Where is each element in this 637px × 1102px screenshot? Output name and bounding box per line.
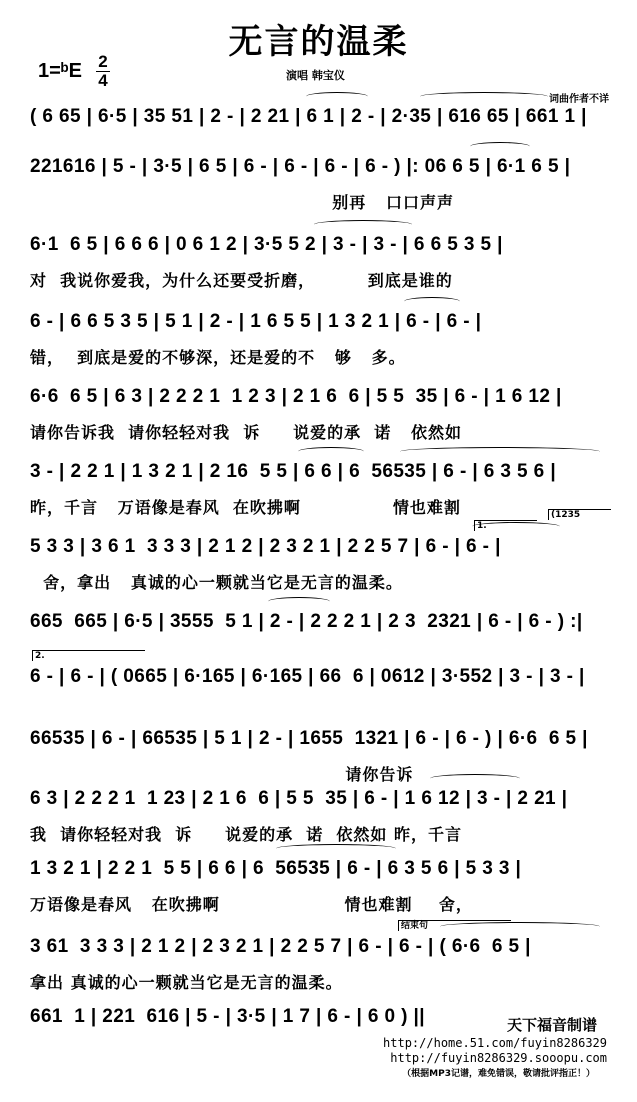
- lyrics-line: 昨，千言 万语像是春风 在吹拂啊 情也难割: [30, 498, 461, 517]
- footer-brand: 天下福音制谱: [506, 1016, 597, 1034]
- staff-row: [0, 150, 637, 216]
- lyrics-line: 舍，拿出 真诚的心一颗就当它是无言的温柔。: [30, 573, 403, 592]
- slur-mark: [314, 220, 412, 229]
- composer-credit: 词曲作者不详: [549, 94, 609, 105]
- slur-mark: [420, 92, 548, 101]
- notation-line: 1 3 2 1 | 2 2 1 5 5 | 6 6 | 6 56535 | 6 - | 6 3 5 6 | 5 3 3 |: [30, 858, 522, 879]
- lyrics-line: 错， 到底是爱的不够深，还是爱的不 够 多。: [30, 348, 406, 367]
- slur-mark: [400, 447, 600, 456]
- notation-line: 6 - | 6 6 5 3 5 | 5 1 | 2 - | 1 6 5 5 | 1 3 2 1 | 6 - | 6 - |: [30, 311, 482, 332]
- slur-mark: [430, 774, 520, 783]
- notation-line: 6·1 6 5 | 6 6 6 | 0 6 1 2 | 3·5 5 2 | 3 - | 3 - | 6 6 5 3 5 |: [30, 234, 503, 255]
- volta-second-ending: 2.: [32, 650, 145, 661]
- ending-marker: 结束句: [398, 920, 511, 931]
- slur-mark: [276, 844, 396, 853]
- staff-row: [0, 100, 637, 136]
- staff-row: [0, 722, 637, 788]
- volta-first-extra: (1235: [548, 509, 611, 520]
- staff-row: [0, 782, 637, 848]
- slur-mark: [298, 447, 364, 456]
- staff-row: [0, 605, 637, 641]
- notation-line: 3 - | 2 2 1 | 1 3 2 1 | 2 16 5 5 | 6 6 | 6 56535 | 6 - | 6 3 5 6 |: [30, 461, 557, 482]
- staff-row: [0, 455, 637, 521]
- slur-mark: [404, 297, 460, 306]
- lyrics-line: 拿出 真诚的心一颗就当它是无言的温柔。: [30, 973, 343, 992]
- notation-line: 221616 | 5 - | 3·5 | 6 5 | 6 - | 6 - | 6 - | 6 - ) |: 06 6 5 | 6·1 6 5 |: [30, 156, 571, 177]
- staff-row: [0, 852, 637, 918]
- time-signature-top: 2: [98, 52, 108, 71]
- key-signature: 1=ᵇE: [38, 60, 82, 82]
- volta-first-ending: 1.: [474, 520, 537, 531]
- time-signature: [96, 54, 110, 89]
- time-signature-bottom: 4: [98, 71, 108, 90]
- staff-row: [0, 530, 637, 596]
- lyrics-line: 我 请你轻轻对我 诉 说爱的承 诺 依然如 昨，千言: [30, 825, 462, 844]
- slur-mark: [268, 597, 330, 606]
- song-title: 无言的温柔: [228, 22, 409, 62]
- lyrics-line: 对 我说你爱我，为什么还要受折磨， 到底是谁的: [30, 271, 453, 290]
- notation-line: 3 61 3 3 3 | 2 1 2 | 2 3 2 1 | 2 2 5 7 | 6 - | 6 - | ( 6·6 6 5 |: [30, 936, 531, 957]
- lyrics-line: 请你告诉我 请你轻轻对我 诉 说爱的承 诺 依然如: [30, 423, 462, 442]
- footer-url-1: http://home.51.com/fuyin8286329: [383, 1036, 607, 1050]
- staff-row: [0, 660, 637, 696]
- lyrics-line: 万语像是春风 在吹拂啊 情也难割 舍，: [30, 895, 473, 914]
- notation-line: 661 1 | 221 616 | 5 - | 3·5 | 1 7 | 6 - | 6 0 ) ||: [30, 1006, 425, 1027]
- staff-row: [0, 380, 637, 446]
- notation-line: 665 665 | 6·5 | 3555 5 1 | 2 - | 2 2 2 1 | 2 3 2321 | 6 - | 6 - ) :|: [30, 611, 583, 632]
- notation-line: ( 6 65 | 6·5 | 35 51 | 2 - | 2 21 | 6 1 | 2 - | 2·35 | 616 65 | 661 1 |: [30, 106, 587, 127]
- notation-line: 6 - | 6 - | ( 0665 | 6·165 | 6·165 | 66 6 | 0612 | 3·552 | 3 - | 3 - |: [30, 666, 585, 687]
- staff-row: [0, 930, 637, 996]
- lyrics-line: 别再 口口声声: [30, 193, 454, 212]
- lyrics-line: 请你告诉: [30, 765, 414, 784]
- footer-url-2: http://fuyin8286329.sooopu.com: [390, 1051, 607, 1065]
- singer-credit: 演唱 韩宝仪: [286, 69, 345, 82]
- staff-row: [0, 228, 637, 294]
- notation-line: 6·6 6 5 | 6 3 | 2 2 2 1 1 2 3 | 2 1 6 6 | 5 5 35 | 6 - | 1 6 12 |: [30, 386, 562, 407]
- footer-note: （根据MP3记谱，难免错误，敬请批评指正！）: [402, 1069, 595, 1079]
- slur-mark: [306, 92, 368, 101]
- notation-line: 5 3 3 | 3 6 1 3 3 3 | 2 1 2 | 2 3 2 1 | 2 2 5 7 | 6 - | 6 - |: [30, 536, 501, 557]
- staff-row: [0, 305, 637, 371]
- notation-line: 6 3 | 2 2 2 1 1 23 | 2 1 6 6 | 5 5 35 | 6 - | 1 6 12 | 3 - | 2 21 |: [30, 788, 568, 809]
- slur-mark: [470, 142, 530, 151]
- notation-line: 66535 | 6 - | 66535 | 5 1 | 2 - | 1655 1321 | 6 - | 6 - ) | 6·6 6 5 |: [30, 728, 588, 749]
